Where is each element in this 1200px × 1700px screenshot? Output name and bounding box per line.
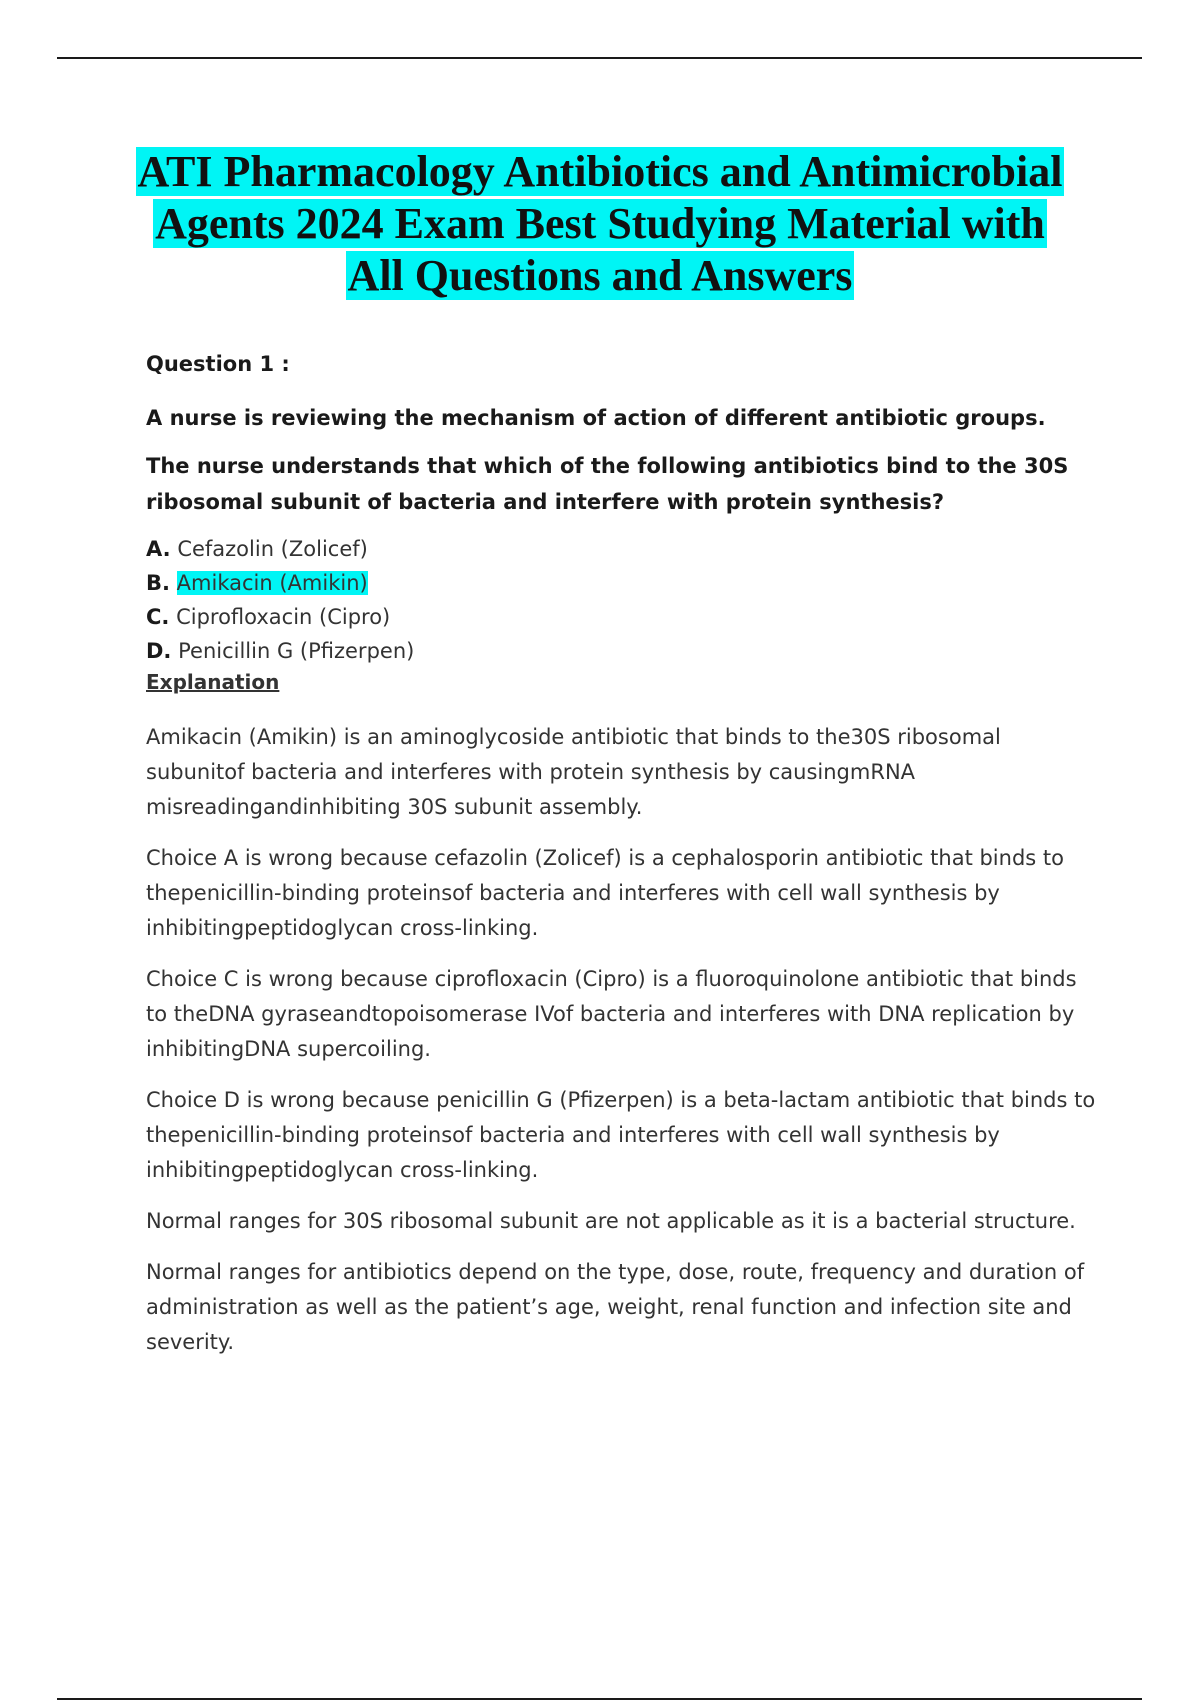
option-text: Ciprofloxacin (Cipro) bbox=[176, 605, 391, 629]
top-rule bbox=[57, 57, 1142, 59]
document-title bbox=[100, 146, 1100, 302]
explanation-heading: Explanation bbox=[146, 670, 280, 694]
option-letter: C. bbox=[146, 605, 170, 629]
question-stem-2: The nurse understands that which of the following antibiotics bind to the 30S ribosomal subunit of bacteria and interfere with protein synthesis? bbox=[146, 454, 1069, 514]
option-a bbox=[146, 532, 1096, 566]
option-d bbox=[146, 634, 1096, 668]
title-line-1: ATI Pharmacology Antibiotics and Antimicrobial bbox=[137, 147, 1063, 196]
explanation-paragraph-3: Choice C is wrong because ciprofloxacin (Cipro) is a fluoroquinolone antibiotic that binds to theDNA gyraseandtopoisomerase IVof bacteria and interferes with DNA replication by inhibitingDNA supercoiling. bbox=[146, 967, 1077, 1061]
explanation-paragraph-1: Amikacin (Amikin) is an aminoglycoside antibiotic that binds to the30S ribosomal subunitof bacteria and interferes with protein synthesis by causingmRNA misreadingandinhibiting 30S subunit assembly. bbox=[146, 725, 1001, 819]
title-line-2: Agents 2024 Exam Best Studying Material with bbox=[155, 199, 1045, 248]
explanation-paragraph-5: Normal ranges for 30S ribosomal subunit are not applicable as it is a bacterial structure. bbox=[146, 1209, 1076, 1233]
option-text: Penicillin G (Pfizerpen) bbox=[178, 639, 415, 663]
option-letter: D. bbox=[146, 639, 172, 663]
answer-options bbox=[146, 532, 1096, 668]
explanation-paragraph-4: Choice D is wrong because penicillin G (Pfizerpen) is a beta-lactam antibiotic that binds to thepenicillin-binding proteinsof bacteria and interferes with cell wall synthesis by inhibitingpeptidoglycan cross-linking. bbox=[146, 1088, 1096, 1182]
option-text: Cefazolin (Zolicef) bbox=[177, 537, 368, 561]
question-label: Question 1 : bbox=[146, 352, 290, 376]
explanation-paragraph-2: Choice A is wrong because cefazolin (Zolicef) is a cephalosporin antibiotic that binds to thepenicillin-binding proteinsof bacteria and interferes with cell wall synthesis by inhibitingpeptidoglycan cross-linking. bbox=[146, 846, 1064, 940]
option-letter: B. bbox=[146, 571, 170, 595]
option-c bbox=[146, 600, 1096, 634]
option-letter: A. bbox=[146, 537, 171, 561]
option-text-highlighted: Amikacin (Amikin) bbox=[176, 571, 368, 595]
question-stem-1: A nurse is reviewing the mechanism of action of different antibiotic groups. bbox=[146, 406, 1046, 430]
explanation-paragraph-6: Normal ranges for antibiotics depend on the type, dose, route, frequency and duration of administration as well as the patient’s age, weight, renal function and infection site and severity. bbox=[146, 1260, 1085, 1354]
option-b bbox=[146, 566, 1096, 600]
title-line-3: All Questions and Answers bbox=[347, 251, 853, 300]
question-block bbox=[146, 352, 1096, 1376]
